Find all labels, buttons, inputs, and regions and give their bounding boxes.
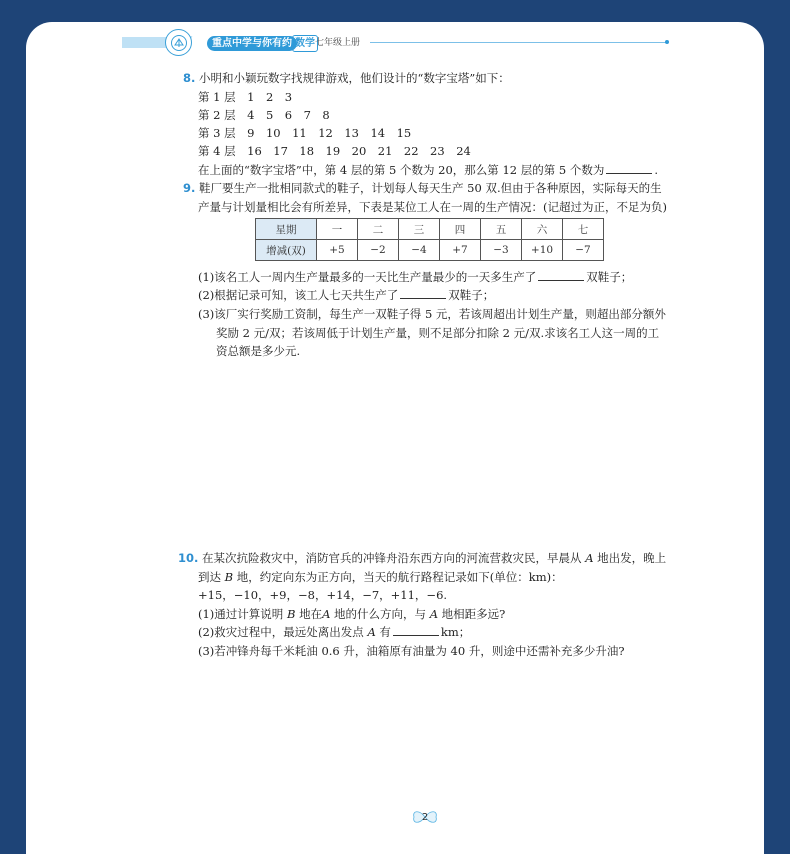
q9-part-2-blank[interactable] bbox=[400, 286, 446, 299]
q8-row-2: 第 2 层 4 5 6 7 8 bbox=[198, 108, 330, 122]
point-a-label: A bbox=[367, 625, 376, 639]
q10-record: +15，−10，+9，−8，+14，−7，+11，−6. bbox=[198, 588, 448, 602]
q10-line-1 bbox=[178, 549, 666, 567]
table-day: 四 bbox=[440, 219, 481, 240]
production-table bbox=[255, 218, 604, 261]
point-a-label: A bbox=[322, 607, 331, 621]
q10-part-1-text-c: 地的什么方向，与 bbox=[334, 607, 427, 621]
table-value: +5 bbox=[317, 240, 358, 261]
table-header-row bbox=[256, 219, 604, 240]
q9-part-1-text: (1)该名工人一周内生产量最多的一天比生产量最少的一天多生产了 bbox=[198, 270, 537, 284]
page-number: 2 bbox=[421, 811, 429, 823]
table-day: 六 bbox=[522, 219, 563, 240]
q8-number: 8. bbox=[183, 71, 196, 85]
point-b-label: B bbox=[224, 570, 234, 584]
table-day: 一 bbox=[317, 219, 358, 240]
point-a-label: A bbox=[585, 551, 594, 565]
q10-number: 10. bbox=[178, 551, 199, 565]
series-badge: 重点中学与你有约 bbox=[207, 36, 297, 51]
table-value: +7 bbox=[440, 240, 481, 261]
q10-part-3: (3)若冲锋舟每千米耗油 0.6 升，油箱原有油量为 40 升，则途中还需补充多少升油? bbox=[198, 644, 625, 658]
q8-question-text: 在上面的“数字宝塔”中，第 4 层的第 5 个数为 20，那么第 12 层的第 5 个数为 bbox=[198, 163, 605, 177]
q10-text-1a: 在某次抗险救灾中，消防官兵的冲锋舟沿东西方向的河流营救灾民，早晨从 bbox=[202, 551, 582, 565]
q9-number: 9. bbox=[183, 181, 196, 195]
q10-part-1-text-d: 地相距多远? bbox=[441, 607, 506, 621]
q8-answer-blank[interactable] bbox=[606, 161, 652, 174]
table-value: −2 bbox=[358, 240, 399, 261]
table-day: 三 bbox=[399, 219, 440, 240]
table-value: −4 bbox=[399, 240, 440, 261]
q8-question bbox=[198, 161, 658, 179]
q10-part-1 bbox=[198, 605, 505, 623]
q10-part-2-text-b: 有 bbox=[379, 625, 391, 639]
q10-part-2-text-a: (2)救灾过程中，最远处离出发点 bbox=[198, 625, 364, 639]
q10-text-2a: 到达 bbox=[198, 570, 221, 584]
school-emblem-icon bbox=[165, 29, 192, 56]
q9-line-2: 产量与计划量相比会有所差异，下表是某位工人在一周的生产情况：(记超过为正，不足为负) bbox=[198, 200, 667, 214]
q8-row-1: 第 1 层 1 2 3 bbox=[198, 90, 293, 104]
q9-part-1 bbox=[198, 268, 632, 286]
table-value: −7 bbox=[563, 240, 604, 261]
point-a-label: A bbox=[429, 607, 438, 621]
q9-line-1 bbox=[183, 179, 662, 197]
q10-text-1b: 地出发，晚上 bbox=[597, 551, 667, 565]
grade-label: 七年级上册 bbox=[315, 38, 361, 48]
q8-row-3: 第 3 层 9 10 11 12 13 14 15 bbox=[198, 126, 412, 140]
q9-part-2-text: (2)根据记录可知，该工人七天共生产了 bbox=[198, 288, 399, 302]
q9-text-1: 鞋厂要生产一批相同款式的鞋子，计划每人每天生产 50 双.但由于各种原因，实际每天的生 bbox=[199, 181, 662, 195]
q9-part-2 bbox=[198, 286, 494, 304]
table-row-label: 增减(双) bbox=[256, 240, 317, 261]
q10-part-1-text-b: 地在 bbox=[299, 607, 323, 621]
q10-part-2 bbox=[198, 623, 470, 641]
q9-part-1-blank[interactable] bbox=[538, 268, 584, 281]
subject-badge: 数学 bbox=[292, 35, 318, 52]
table-day: 二 bbox=[358, 219, 399, 240]
q8-prompt bbox=[183, 69, 510, 87]
header-rule-dot bbox=[665, 40, 669, 44]
q8-question-end: . bbox=[654, 163, 659, 177]
table-value: −3 bbox=[481, 240, 522, 261]
q9-part-3-line-1: (3)该厂实行奖励工资制，每生产一双鞋子得 5 元，若该周超出计划生产量，则超出部分额外 bbox=[198, 307, 666, 321]
page-number-badge bbox=[410, 808, 440, 826]
q8-row-4: 第 4 层 16 17 18 19 20 21 22 23 24 bbox=[198, 144, 471, 158]
point-b-label: B bbox=[286, 607, 296, 621]
q9-part-3-line-2: 奖励 2 元/双；若该周低于计划生产量，则不足部分扣除 2 元/双.求该名工人这一周的工 bbox=[216, 326, 660, 340]
table-value: +10 bbox=[522, 240, 563, 261]
header-rule bbox=[370, 42, 666, 43]
q9-part-2-end: 双鞋子； bbox=[448, 288, 495, 302]
q8-text: 小明和小颖玩数字找规律游戏，他们设计的“数字宝塔”如下： bbox=[199, 71, 510, 85]
table-header-label: 星期 bbox=[256, 219, 317, 240]
q10-part-1-text-a: (1)通过计算说明 bbox=[198, 607, 284, 621]
q10-line-2 bbox=[198, 568, 563, 586]
q9-part-1-end: 双鞋子； bbox=[586, 270, 633, 284]
table-value-row bbox=[256, 240, 604, 261]
page-sheet bbox=[26, 22, 764, 854]
q10-part-2-unit: km； bbox=[440, 625, 471, 639]
q10-part-2-blank[interactable] bbox=[393, 623, 439, 636]
q10-text-2b: 地，约定向东为正方向，当天的航行路程记录如下(单位：km)： bbox=[236, 570, 563, 584]
table-day: 七 bbox=[563, 219, 604, 240]
table-day: 五 bbox=[481, 219, 522, 240]
q9-part-3-line-3: 资总额是多少元. bbox=[216, 344, 301, 358]
